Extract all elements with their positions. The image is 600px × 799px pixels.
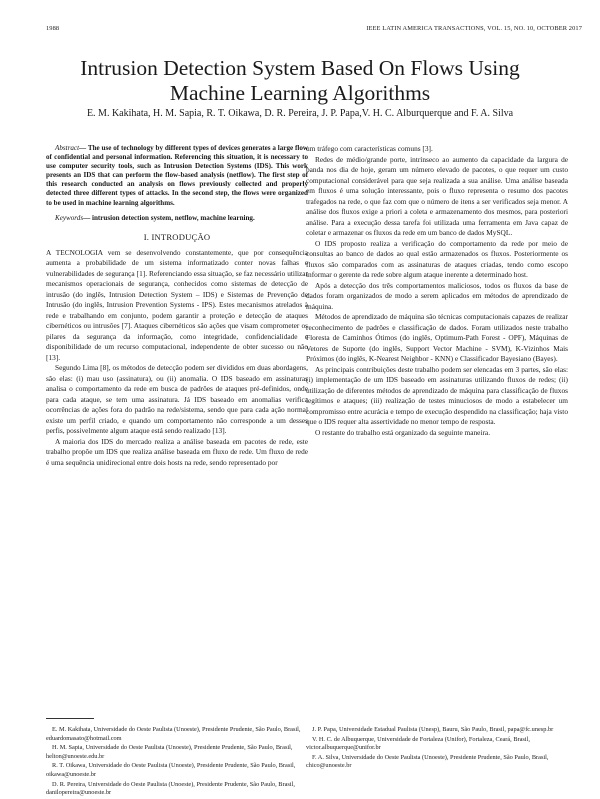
author-list: E. M. Kakihata, H. M. Sapia, R. T. Oikawa, D. R. Pereira, J. P. Papa,V. H. C. Alburquerque and F. A. Silva xyxy=(86,108,514,119)
footnote: E. M. Kakihata, Universidade do Oeste Paulista (Unoeste), Presidente Prudente, São Paulo, Brasil, eduardomasato@hotmail.com xyxy=(46,726,301,742)
footnote: V. H. C. de Albuquerque, Universidade de Fortaleza (Unifor), Fortaleza, Ceará, Brasil, victor.albuquerque@unifor.br xyxy=(306,735,530,752)
journal-name: IEEE LATIN AMERICA TRANSACTIONS, VOL. 15, NO. 10, OCTOBER 2017 xyxy=(366,25,582,32)
paragraph: Após a detecção dos três comportamentos maliciosos, todos os fluxos da base de dados foram organizados de modo a serem aplicados em métodos de aprendizado de máquina. xyxy=(306,280,568,311)
paragraph: um tráfego com características comuns [3]. xyxy=(306,144,433,153)
footnote: H. M. Sapia, Universidade do Oeste Paulista (Unoeste), Presidente Prudente, São Paulo, Brasil, helton@unoeste.edu.br xyxy=(46,744,293,760)
left-column xyxy=(46,144,308,714)
footnote-rule xyxy=(46,718,94,719)
abstract xyxy=(46,144,308,208)
abstract-label: Abstract xyxy=(55,144,80,152)
keywords-label: Keywords xyxy=(55,213,84,222)
paragraph: O IDS proposto realiza a verificação do comportamento da rede por meio de consultas ao banco de dados ao qual estão armazenados os fluxos. Posteriormente os fluxos são comparados com as assinaturas de ataques criadas, tendo como escopo informar o gerente da rede sobre algum ataque inerente a determinado host. xyxy=(306,238,568,279)
footnote: R. T. Oikawa, Universidade do Oeste Paulista (Unoeste), Presidente Prudente, São Paulo, Brasil, oikawa@unoeste.br xyxy=(46,762,296,778)
abstract-text: — The use of technology by different types of devices generates a large flow of confidential and personal information. Referencing this situation, it is necessary to use computer security tools, such as Intrusion Detection Systems (IDS). This work presents an IDS that can perform the flow-based analysis (netflow). The first step of this research conducted an analysis on flows previously collected and properly detected three different types of attacks. In the second step, the flows were organized to be used in machine learning algorithms. xyxy=(46,144,308,207)
paragraph: Segundo Lima [8], os métodos de detecção podem ser divididos em duas abordagens, são elas: (i) mau uso (assinatura), ou (ii) anomalia. O IDS baseado em assinaturas analisa o comportamento da rede em busca de padrões de ataques pré-definidos, onde para cada ataque, se tem uma assinatura. Já IDS baseado em anomalias verifica ocorrências de ações fora do padrão na rede/sistema, sendo que para cada ação normal existe um perfil criado, e quando um comportamento não corresponde a um desses perfis, possivelmente algum ataque está sendo realizado [13]. xyxy=(46,363,308,436)
paper-title: Intrusion Detection System Based On Flows Using Machine Learning Algorithms xyxy=(80,56,520,105)
section-heading-introduction: I. INTRODUÇÃO xyxy=(143,231,211,242)
keywords-text: — intrusion detection system, netflow, machine learning. xyxy=(83,213,255,222)
footnote: D. R. Pereira, Universidade do Oeste Paulista (Unoeste), Presidente Prudente, São Paulo, Brasil, danilopereira@unoeste.br xyxy=(46,780,295,797)
page-number: 1988 xyxy=(46,25,60,32)
footnotes-left xyxy=(46,726,308,799)
footnote: J. P. Papa, Universidade Estadual Paulista (Unesp), Bauru, São Paulo, Brasil, papa@fc.unesp.br xyxy=(312,726,554,733)
paragraph: Redes de médio/grande porte, intrínseco ao aumento da capacidade da largura de banda nos dia de hoje, geram um número elevado de pacotes, o que requer um custo computacional considerável para que seja realizada a sua análise. Uma análise baseada em fluxos é uma solução interessante, pois o fluxo representa o resumo dos pacotes trafegados na rede, o que faz com que o número de itens a ser verificados seja menor. A análise dos fluxos exige a priori a coleta e armazenamento dos mesmos, para posteriori análise. Para a execução dessa tarefa foi utilizada uma ferramenta em Java capaz de coletar e armazenar os fluxos da rede em um banco de dados MySQL. xyxy=(306,154,568,237)
running-header xyxy=(46,25,582,35)
footnotes-right xyxy=(306,726,568,772)
paragraph: O restante do trabalho está organizado da seguinte maneira. xyxy=(315,427,491,437)
paragraph: Métodos de aprendizado de máquina são técnicas computacionais capazes de realizar reconhecimento de padrões e classificação de dados. Foram utilizados neste trabalho Floresta de Caminhos Ótimos (do inglês, Optimum-Path Forest - OPF), Máquinas de Vetores de Suporte (do inglês, Support Vector Machine - SVM), K-Vizinhos Mais Próximos (do inglês, K-Nearest Neighbor - KNN) e Classificador Bayesiano (Bayes). xyxy=(306,312,568,363)
paragraph: A TECNOLOGIA vem se desenvolvendo constantemente, que por consequência aumenta a probabilidade de um sistema informatizado conter novas falhas e vulnerabilidades de segurança [1]. Referenciando essa situação, se faz necessário utilizar mecanismos operacionais de segurança, conhecidos como sistemas de detecção de intrusão (do inglês, Intrusion Detection System – IDS) e Sistemas de Prevenção de Intrusão (do inglês, Intrusion Prevention Systems - IPS). Estes mecanismos atrelados à rede e trabalhando em conjunto, podem garantir a proteção e detecção de ataques cibernéticos ou intrusões [7]. Ataques cibernéticos são ações que visam comprometer os pilares da segurança da informação, como integridade, confidencialidade e disponibilidade de um recurso computacional, independente de obter sucesso ou não [13]. xyxy=(46,247,308,362)
keywords xyxy=(46,214,308,223)
paragraph: As principais contribuições deste trabalho podem ser elencadas em 3 partes, são elas: (i) implementação de um IDS baseado em assinaturas utilizando fluxos de redes; (ii) utilização de diferentes métodos de aprendizado de máquina para classificação de fluxos legítimos e ataques; (iii) realização de testes minuciosos de modo a estabelecer um compromisso entre acurácia e tempo de execução despendido na classificação; haja visto que o IDS requer alta assertividade no menor tempo de resposta. xyxy=(306,364,568,426)
footnote: F. A. Silva, Universidade do Oeste Paulista (Unoeste), Presidente Prudente, São Paulo, Brasil, chico@unoeste.br xyxy=(306,753,549,770)
paragraph: A maioria dos IDS do mercado realiza a análise baseada em pacotes de rede, este trabalho propõe um IDS que realiza análise baseada em fluxo de rede. Um fluxo de rede é uma sequência unidirecional entre dois hosts na rede, sendo representado por xyxy=(46,436,308,467)
right-column xyxy=(306,144,568,716)
